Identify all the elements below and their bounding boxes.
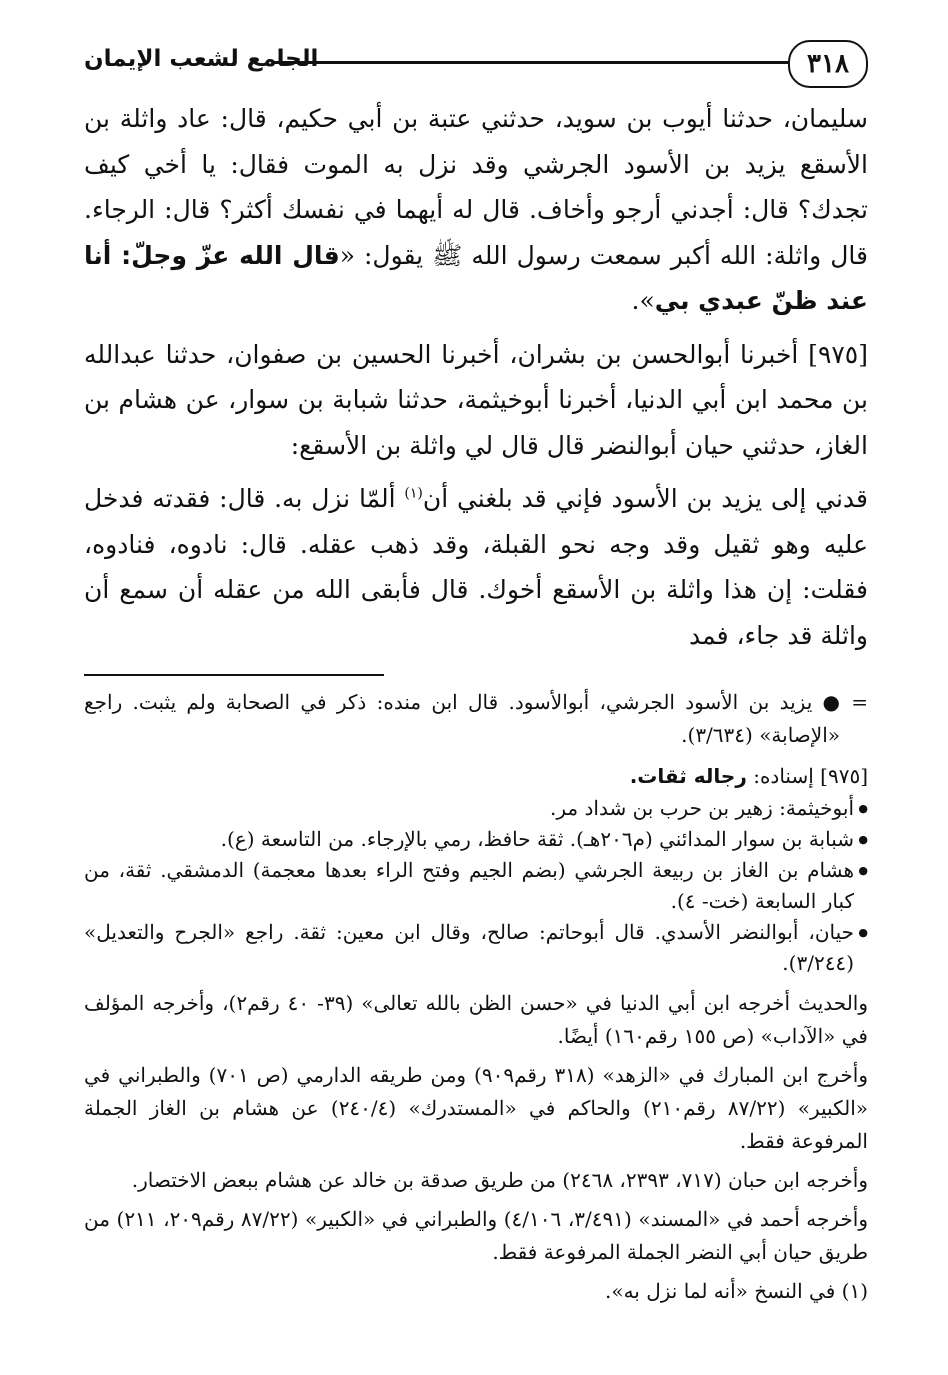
paragraph-1 <box>84 96 868 324</box>
takhrij-paragraph: وأخرج ابن المبارك في «الزهد» (٣١٨ رقم٩٠٩) ومن طريقه الدارمي (ص ٧٠١) والطبراني في «الكبير» (٨٧/٢٢ رقم٢١٠) والحاكم في «المستدرك» (٢٤٠/٤) عن هشام بن الغاز الجملة المرفوعة فقط. <box>84 1063 869 1153</box>
footnotes <box>84 686 868 1308</box>
narrator-list <box>84 793 868 979</box>
takhrij-paragraph: والحديث أخرجه ابن أبي الدنيا في «حسن الظن بالله تعالى» (٣٩- ٤٠ رقم٢)، وأخرجه المؤلف في «الآداب» (ص ١٥٥ رقم١٦٠) أيضًا. <box>84 991 869 1048</box>
continued-note <box>84 686 868 752</box>
page-number: ٣١٨ <box>788 40 868 88</box>
paragraph-3-part-b: ألمّا نزل به. قال: فقدته فدخل عليه وهو ثقيل وقد وجه نحو القبلة، وقد ذهب عقله. قال: نادوه، فنادوه، فقلت: إن هذا واثلة بن الأسقع أخوك. قال فأبقى الله من عقله أن سمع أن واثلة قد جاء، فمد <box>84 484 868 650</box>
paragraph-975: [٩٧٥] أخبرنا أبوالحسن بن بشران، أخبرنا الحسين بن صفوان، حدثنا عبدالله بن محمد ابن أبي الدنيا، أخبرنا أبوخيثمة، حدثنا شبابة بن سوار، عن هشام بن الغاز، حدثني حيان أبوالنضر قال قال لي واثلة بن الأسقع: <box>84 339 869 460</box>
takhrij-paragraph: وأخرجه أحمد في «المسند» (٣/٤٩١، ٤/١٠٦) والطبراني في «الكبير» (٨٧/٢٢ رقم٢٠٩، ٢١١) من طريق حيان أبي النضر الجملة المرفوعة فقط. <box>84 1207 869 1264</box>
narrator-item: ● حيان، أبوالنضر الأسدي. قال أبوحاتم: صالح، وقال ابن معين: ثقة. راجع «الجرح والتعديل» (٣/٢٤٤). <box>84 917 868 979</box>
paragraph-3 <box>84 476 868 658</box>
takhrij-paragraph: وأخرجه ابن حبان (٧١٧، ٢٣٩٣، ٢٤٦٨) من طريق صدقة بن خالد عن هشام ببعض الاختصار. <box>131 1168 868 1192</box>
book-title: الجامع لشعب الإيمان <box>84 46 319 72</box>
continuation-mark: = <box>851 690 868 714</box>
narrator-item: ● شبابة بن سوار المدائني (م٢٠٦هـ). ثقة حافظ، رمي بالإرجاء. من التاسعة (ع). <box>84 824 868 855</box>
hadith-quote: قال الله عزّ وجلّ: أنا عند ظنّ عبدي بي <box>84 240 868 315</box>
footnote-ref-1: (١) <box>404 485 423 502</box>
narrator-item: ● أبوخيثمة: زهير بن حرب بن شداد مر. <box>84 793 868 824</box>
header-rule <box>274 61 792 64</box>
isnad-heading <box>84 760 868 793</box>
main-text <box>84 96 868 658</box>
isnad-label: [٩٧٥] إسناده: <box>746 764 868 788</box>
paragraph-1-end: ». <box>631 286 655 315</box>
footnote-1: (١) في النسخ «أنه لما نزل به». <box>604 1279 868 1303</box>
footnote-separator <box>84 674 384 676</box>
page-header <box>84 40 868 96</box>
continued-note-text: ● يزيد بن الأسود الجرشي، أبوالأسود. قال ابن منده: ذكر في الصحابة ولم يثبت. راجع «الإصابة» (٣/٦٣٤). <box>84 690 840 747</box>
paragraph-3-part-a: قدني إلى يزيد بن الأسود فإني قد بلغني أن <box>422 484 869 513</box>
paragraph-1-text: سليمان، حدثنا أيوب بن سويد، حدثني عتبة بن أبي حكيم، قال: عاد واثلة بن الأسقع يزيد بن الأسود الجرشي وقد نزل به الموت فقال: يا أخي كيف تجدك؟ قال: أجدني أرجو وأخاف. قال له أيهما في نفسك أكثر؟ قال: الرجاء. قال واثلة: الله أكبر سمعت رسول الله ﷺ يقول: « <box>84 104 869 270</box>
narrator-item: ● هشام بن الغاز بن ربيعة الجرشي (بضم الجيم وفتح الراء بعدها معجمة) الدمشقي. ثقة، من كبار السابعة (خت- ٤). <box>84 855 868 917</box>
isnad-verdict: رجاله ثقات. <box>629 764 747 788</box>
